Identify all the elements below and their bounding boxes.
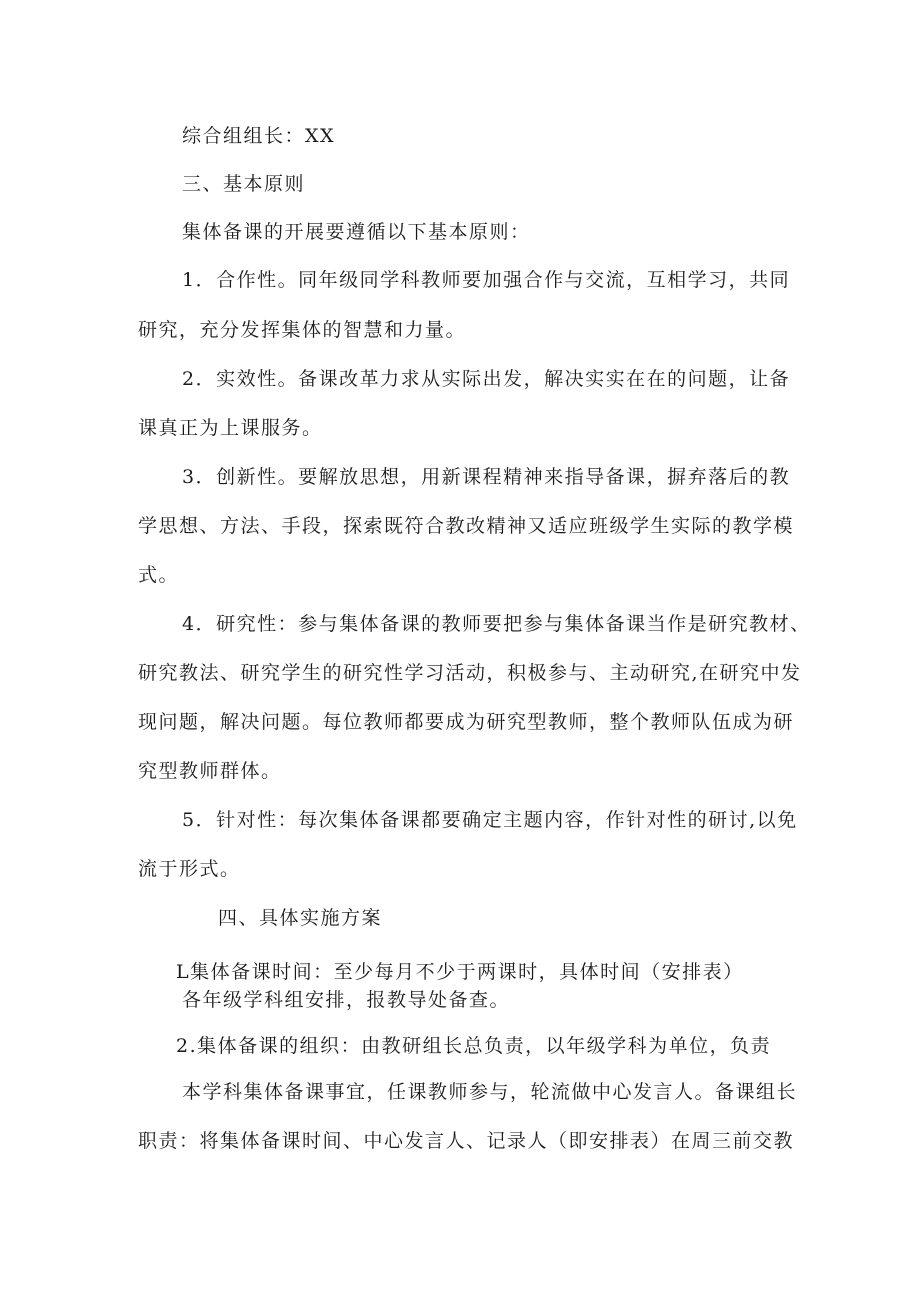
principle-2-line-1: 2．实效性。备课改革力求从实际出发，解决实实在在的问题，让备 — [182, 368, 791, 390]
principle-4-line-3: 现问题，解决问题。每位教师都要成为研究型教师，整个教师队伍成为研 — [138, 711, 795, 733]
principle-4-line-1: 4．研究性：参与集体备课的教师要把参与集体备课当作是研究教材、 — [182, 613, 811, 635]
section-heading-implementation: 四、具体实施方案 — [218, 907, 383, 929]
leader-line: 综合组组长：XX — [182, 125, 336, 147]
principle-2-line-2: 课真正为上课服务。 — [138, 417, 323, 439]
section-heading-principles: 三、基本原则 — [182, 173, 306, 195]
principle-4-line-4: 究型教师群体。 — [138, 760, 282, 782]
principle-5-line-2: 流于形式。 — [138, 858, 241, 880]
principle-1-line-2: 研究，充分发挥集体的智慧和力量。 — [138, 319, 467, 341]
principle-1-line-1: 1．合作性。同年级同学科教师要加强合作与交流，互相学习，共同 — [182, 269, 791, 291]
plan-1-line-1: L集体备课时间：至少每月不少于两课时，具体时间（安排表） — [176, 961, 744, 983]
principle-5-line-1: 5．针对性：每次集体备课都要确定主题内容，作针对性的研讨,以免 — [182, 809, 798, 831]
principle-4-line-2: 研究教法、研究学生的研究性学习活动，积极参与、主动研究,在研究中发 — [138, 662, 802, 684]
principle-3-line-2: 学思想、方法、手段，探索既符合教改精神又适应班级学生实际的教学模 — [138, 515, 795, 537]
plan-2-line-3: 职责：将集体备课时间、中心发言人、记录人（即安排表）在周三前交教 — [138, 1130, 795, 1152]
principles-intro: 集体备课的开展要遵循以下基本原则： — [182, 221, 531, 243]
principle-3-line-3: 式。 — [138, 564, 180, 586]
plan-2-line-1: 2.集体备课的组织：由教研组长总负责，以年级学科为单位，负责 — [176, 1035, 772, 1057]
plan-1-line-2: 各年级学科组安排，报教导处备查。 — [182, 989, 511, 1011]
principle-3-line-1: 3．创新性。要解放思想，用新课程精神来指导备课，摒弃落后的教 — [182, 466, 791, 488]
plan-2-line-2: 本学科集体备课事宜，任课教师参与，轮流做中心发言人。备课组长 — [182, 1081, 798, 1103]
